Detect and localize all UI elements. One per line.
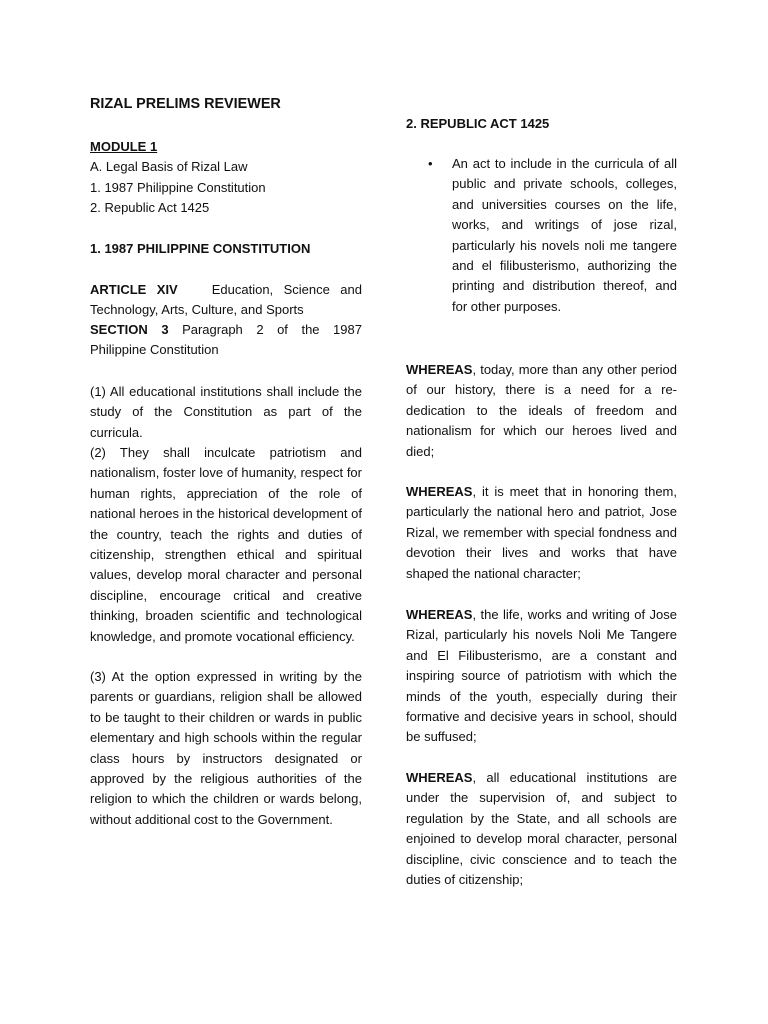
document-title: RIZAL PRELIMS REVIEWER: [90, 96, 281, 112]
bullet-list: [406, 154, 677, 317]
constitution-heading: 1. 1987 PHILIPPINE CONSTITUTION: [90, 241, 311, 256]
whereas-paragraph-3: [406, 605, 677, 748]
outline-item: 2. Republic Act 1425: [90, 200, 210, 215]
outline-item: A. Legal Basis of Rizal Law: [90, 159, 248, 174]
provision-2: (2) They shall inculcate patriotism and nationalism, foster love of humanity, respect for human rights, appreciation of the role of national heroes in the historical development of the country, teach the rights and duties of citizenship, strengthen ethical and spiritual values, develop moral character and personal discipline, encourage critical and creative thinking, broaden scientific and technological knowledge, and promote vocational efficiency.: [90, 445, 362, 644]
module-heading: MODULE 1: [90, 139, 158, 154]
bullet-icon: •: [428, 156, 433, 171]
whereas-paragraph-1: [406, 360, 677, 462]
whereas-text: , all educational institutions are under the supervision of, and subject to regulation by the State, and all schools are enjoined to develop moral character, personal discipline, civic conscience and to teach the duties of citizenship;: [406, 770, 677, 888]
section-paragraph: [90, 320, 362, 361]
whereas-text: , the life, works and writing of Jose Rizal, particularly his novels Noli Me Tangere and El Filibusterismo, are a constant and inspiring source of patriotism with which the minds of the youth, especially during their formative and decisive years in school, should be suffused;: [406, 607, 677, 745]
outline-item: 1. 1987 Philippine Constitution: [90, 180, 266, 195]
article-label: ARTICLE XIV: [90, 282, 178, 297]
whereas-paragraph-4: [406, 768, 677, 890]
whereas-label: WHEREAS: [406, 770, 473, 785]
section-label: SECTION 3: [90, 322, 169, 337]
whereas-label: WHEREAS: [406, 484, 473, 499]
whereas-text: , it is meet that in honoring them, particularly the national hero and patriot, Jose Rizal, we remember with special fondness and devotion their lives and works that have shaped the national character;: [406, 484, 677, 581]
provision-1: (1) All educational institutions shall include the study of the Constitution as part of the curricula.: [90, 384, 362, 440]
whereas-label: WHEREAS: [406, 607, 473, 622]
ra-heading: 2. REPUBLIC ACT 1425: [406, 116, 550, 131]
whereas-paragraph-2: [406, 482, 677, 584]
provision-3: (3) At the option expressed in writing by the parents or guardians, religion shall be allowed to be taught to their children or wards in public elementary and high schools within the regular class hours by instructors designated or approved by the religious authorities of the religion to which the children or wards belong, without additional cost to the Government.: [90, 669, 362, 827]
bullet-text: An act to include in the curricula of all public and private schools, colleges, and universities courses on the life, works, and writings of jose rizal, particularly his novels noli me tangere and el filibusterismo, authorizing the printing and distribution thereof, and for other purposes.: [452, 156, 677, 314]
whereas-label: WHEREAS: [406, 362, 473, 377]
section-text: Paragraph 2 of the 1987 Philippine Constitution: [90, 322, 362, 358]
article-text: Education, Science and Technology, Arts, Culture, and Sports: [90, 282, 362, 318]
whereas-text: , today, more than any other period of our history, there is a need for a re-dedication to the ideals of freedom and nationalism for which our heroes lived and died;: [406, 362, 677, 459]
article-paragraph: [90, 280, 362, 321]
